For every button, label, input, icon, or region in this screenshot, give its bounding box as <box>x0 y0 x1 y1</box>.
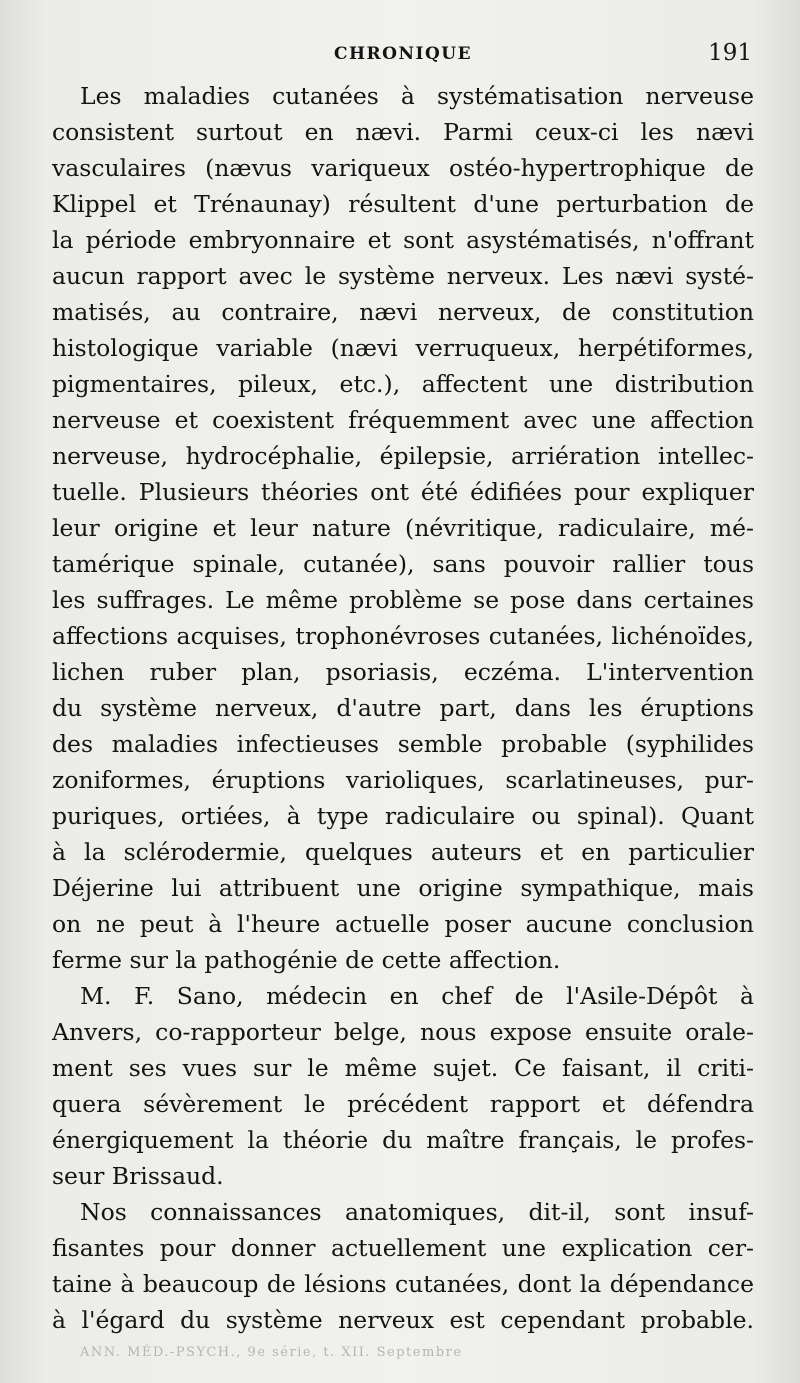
text-line: les suffrages. Le même problème se pose dans certaines <box>52 586 754 614</box>
text-line: consistent surtout en nævi. Parmi ceux-ci les nævi <box>52 118 754 146</box>
text-line: nerveuse et coexistent fréquemment avec une affection <box>52 406 754 434</box>
text-line: on ne peut à l'heure actuelle poser aucune conclusion <box>52 910 754 938</box>
printer-signature: ANN. MÉD.-PSYCH., 9e série, t. XII. Septembre <box>80 1345 463 1360</box>
text-line: leur origine et leur nature (névritique, radiculaire, mé- <box>52 514 754 542</box>
page-number: 191 <box>708 40 752 66</box>
paragraph-end-line: ferme sur la pathogénie de cette affection. <box>52 946 561 974</box>
text-line: énergiquement la théorie du maître français, le profes- <box>52 1126 754 1154</box>
text-line: Nos connaissances anatomiques, dit-il, sont insuf- <box>80 1198 754 1226</box>
running-head <box>52 40 754 70</box>
text-line: tuelle. Plusieurs théories ont été édifiées pour expliquer <box>52 478 754 506</box>
text-line: taine à beaucoup de lésions cutanées, dont la dépendance <box>52 1270 754 1298</box>
text-line: tamérique spinale, cutanée), sans pouvoir rallier tous <box>52 550 754 578</box>
text-line: quera sévèrement le précédent rapport et défendra <box>52 1090 754 1118</box>
running-title: CHRONIQUE <box>333 44 473 64</box>
text-line: ment ses vues sur le même sujet. Ce faisant, il criti- <box>52 1054 754 1082</box>
text-line: à la sclérodermie, quelques auteurs et en particulier <box>52 838 754 866</box>
text-line: affections acquises, trophonévroses cutanées, lichénoïdes, <box>52 622 754 650</box>
text-line: à l'égard du système nerveux est cependant probable. <box>52 1306 754 1334</box>
text-line: aucun rapport avec le système nerveux. Les nævi systé- <box>52 262 754 290</box>
text-line: Anvers, co-rapporteur belge, nous expose ensuite orale- <box>52 1018 754 1046</box>
text-line: puriques, ortiées, à type radiculaire ou spinal). Quant <box>52 802 754 830</box>
text-line: Klippel et Trénaunay) résultent d'une perturbation de <box>52 190 754 218</box>
text-line: lichen ruber plan, psoriasis, eczéma. L'intervention <box>52 658 754 686</box>
text-line: fisantes pour donner actuellement une explication cer- <box>52 1234 754 1262</box>
text-line: pigmentaires, pileux, etc.), affectent une distribution <box>52 370 754 398</box>
text-line: zoniformes, éruptions varioliques, scarlatineuses, pur- <box>52 766 754 794</box>
text-line: Déjerine lui attribuent une origine sympathique, mais <box>52 874 754 902</box>
text-line: la période embryonnaire et sont asystématisés, n'offrant <box>52 226 754 254</box>
text-line: vasculaires (nævus variqueux ostéo-hypertrophique de <box>52 154 754 182</box>
text-line: nerveuse, hydrocéphalie, épilepsie, arriération intellec- <box>52 442 754 470</box>
text-line: histologique variable (nævi verruqueux, herpétiformes, <box>52 334 754 362</box>
text-line: du système nerveux, d'autre part, dans les éruptions <box>52 694 754 722</box>
text-line: Les maladies cutanées à systématisation nerveuse <box>80 82 754 110</box>
text-line: M. F. Sano, médecin en chef de l'Asile-Dépôt à <box>80 982 754 1010</box>
body-text <box>52 78 754 1338</box>
text-line: matisés, au contraire, nævi nerveux, de constitution <box>52 298 754 326</box>
text-line: des maladies infectieuses semble probable (syphilides <box>52 730 754 758</box>
paragraph-end-line: seur Brissaud. <box>52 1162 224 1190</box>
